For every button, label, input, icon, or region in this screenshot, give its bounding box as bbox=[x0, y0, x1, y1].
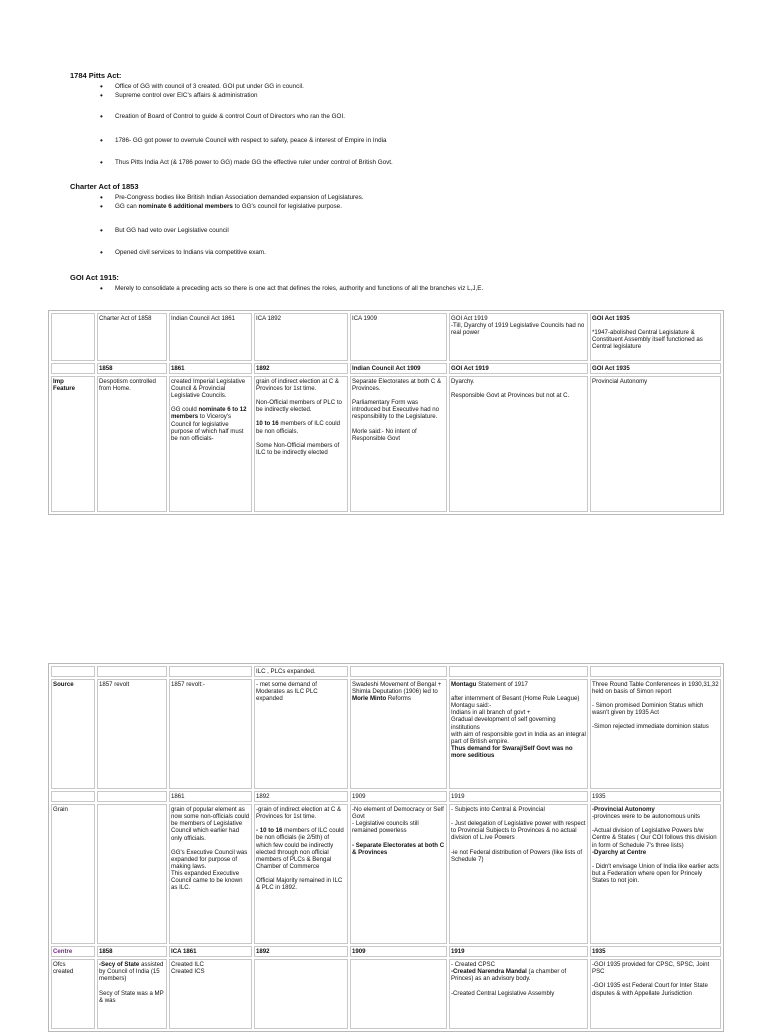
row-label-ofcs-created: Ofcs created bbox=[51, 959, 95, 1029]
table-cell: ICA 1861 bbox=[169, 946, 252, 957]
row-label-imp-feature: Imp Feature bbox=[51, 376, 95, 512]
table-cell: Dyarchy. Responsible Govt at Provinces but not at C. bbox=[449, 376, 588, 512]
list-item: • But GG had veto over Legislative council bbox=[100, 226, 229, 235]
table-cell: ICA 1892 bbox=[254, 313, 348, 361]
table-cell: grain of indirect election at C & Provinces for 1st time. Non-Official members of PLC to be indirectly elected. 10 to 16 members of ILC could be non officials. Some Non-Official members of ILC to be indirectly elected bbox=[254, 376, 348, 512]
table-cell bbox=[350, 666, 447, 677]
row-label-centre: Centre bbox=[51, 946, 95, 957]
table-cell bbox=[449, 666, 588, 677]
table-cell bbox=[97, 666, 167, 677]
list-item: • Pre-Congress bodies like British Indian Association demanded expansion of Legislatures. bbox=[100, 193, 364, 202]
table-cell: 1892 bbox=[254, 363, 348, 374]
row-label-grain: Grain bbox=[51, 804, 95, 944]
table-cell: 1858 bbox=[97, 946, 167, 957]
table-cell bbox=[254, 959, 348, 1029]
table-cell: 1909 bbox=[350, 791, 447, 802]
table-cell: -grain of indirect election at C & Provinces for 1st time. - 10 to 16 members of ILC could be non officials (ie 2/5th) of which few could be indirectly elected through non official members of PLCs & Bengal Chamber of Commerce Official Majority remained in ILC & PLC in 1892. bbox=[254, 804, 348, 944]
table-cell: - Created CPSC -Created Narendra Mandal (a chamber of Princes) as an advisory body. -Created Central Legislative Assembly bbox=[449, 959, 588, 1029]
table-cell: Swadeshi Movement of Bengal + Shimla Deputation (1906) led to Morle Minto Reforms bbox=[350, 679, 447, 789]
table-cell: Created ILC Created ICS bbox=[169, 959, 252, 1029]
table-cell: 1857 revolt bbox=[97, 679, 167, 789]
charter-1853-list bbox=[100, 193, 364, 211]
table-cell: 1909 bbox=[350, 946, 447, 957]
table-cell: 1857 revolt:- bbox=[169, 679, 252, 789]
table-cell: - Subjects into Central & Provincial - Just delegation of Legislative power with respect to Provincial Subjects to Provinces & no actual division of L.ive Powers -ie not Federal distribution of Powers (like lists of Schedule 7) bbox=[449, 804, 588, 944]
pitts-act-list-4 bbox=[100, 158, 393, 167]
table-row bbox=[51, 679, 721, 789]
table-row bbox=[51, 313, 721, 361]
table-cell: -GOI 1935 provided for CPSC, SPSC, Joint PSC -GOI 1935 est Federal Court for Inter State disputes & with Appellate Jurisdiction bbox=[590, 959, 721, 1029]
acts-comparison-table-1 bbox=[48, 310, 724, 515]
table-cell: Three Round Table Conferences in 1930,31,32 held on basis of Simon report - Simon promised Dominion Status which wasn't given by 1935 Act -Simon rejected immediate dominion status bbox=[590, 679, 721, 789]
row-label-source: Source bbox=[51, 679, 95, 789]
table-cell: -No element of Democracy or Self Govt - Legislative councils still remained powerless - Separate Electorates at both C & Provinces bbox=[350, 804, 447, 944]
table-cell bbox=[169, 666, 252, 677]
table-cell: 1861 bbox=[169, 363, 252, 374]
table-cell: 1892 bbox=[254, 946, 348, 957]
table-cell: Indian Council Act 1861 bbox=[169, 313, 252, 361]
table-cell: GOI Act 1935 bbox=[590, 363, 721, 374]
table-cell: Separate Electorates at both C & Provinces. Parliamentary Form was introduced but Executive had no responsibility to the Legislature. Morle said:- No intent of Responsible Govt bbox=[350, 376, 447, 512]
table-cell: Charter Act of 1858 bbox=[97, 313, 167, 361]
table-cell bbox=[51, 666, 95, 677]
table-cell: - met some demand of Moderates as ILC PLC expanded bbox=[254, 679, 348, 789]
list-item: • Supreme control over EIC's affairs & administration bbox=[100, 91, 304, 100]
list-item: • Thus Pitts India Act (& 1786 power to GG) made GG the effective ruler under control of British Govt. bbox=[100, 158, 393, 167]
pitts-act-list bbox=[100, 82, 304, 100]
table-cell: GOI Act 1919 -Till, Dyarchy of 1919 Legislative Councils had no real power bbox=[449, 313, 588, 361]
table-cell: 1919 bbox=[449, 946, 588, 957]
section-title-pitts-act: 1784 Pitts Act: bbox=[70, 71, 122, 80]
table-row bbox=[51, 959, 721, 1029]
table-cell bbox=[97, 804, 167, 944]
section-title-charter-1853: Charter Act of 1853 bbox=[70, 182, 139, 191]
goi-1915-list bbox=[100, 284, 483, 293]
table-row bbox=[51, 376, 721, 512]
table-cell: 1858 bbox=[97, 363, 167, 374]
table-row bbox=[51, 791, 721, 802]
charter-1853-list-3 bbox=[100, 248, 266, 257]
list-item: • 1786- GG got power to overrule Council with respect to safety, peace & interest of Empire in India bbox=[100, 136, 387, 145]
table-cell: GOI Act 1919 bbox=[449, 363, 588, 374]
list-item: • Creation of Board of Control to guide & control Court of Directors who ran the GOI. bbox=[100, 112, 345, 121]
table-row bbox=[51, 666, 721, 677]
table-cell: Indian Council Act 1909 bbox=[350, 363, 447, 374]
table-row bbox=[51, 804, 721, 944]
list-item: • GG can nominate 6 additional members to GG's council for legislative purpose. bbox=[100, 202, 364, 211]
table-cell bbox=[97, 791, 167, 802]
table-cell: Montagu Statement of 1917 after internment of Besant (Home Rule League) Montagu said:- Indians in all branch of govt + Gradual development of self governing institutions with aim of responsible govt in India as an integral part of British empire. Thus demand for Swaraj/Self Govt was no more seditious bbox=[449, 679, 588, 789]
table-cell bbox=[590, 666, 721, 677]
list-item: • Opened civil services to Indians via competitive exam. bbox=[100, 248, 266, 257]
list-item: • Office of GG with council of 3 created. GOI put under GG in council. bbox=[100, 82, 304, 91]
table-cell: 1919 bbox=[449, 791, 588, 802]
table-cell: Provincial Autonomy bbox=[590, 376, 721, 512]
table-cell: -Secy of State assisted by Council of India (15 members) Secy of State was a MP & was bbox=[97, 959, 167, 1029]
table-cell: ICA 1909 bbox=[350, 313, 447, 361]
table-cell bbox=[51, 791, 95, 802]
table-cell: created Imperial Legislative Council & Provincial Legislative Councils. GG could nominate 6 to 12 members to Viceroy's Council for legislative purpose of which half must be non officials- bbox=[169, 376, 252, 512]
table-cell: 1935 bbox=[590, 946, 721, 957]
acts-comparison-table-2 bbox=[48, 663, 724, 1032]
table-row bbox=[51, 946, 721, 957]
section-title-goi-1915: GOI Act 1915: bbox=[70, 273, 119, 282]
table-cell: 1892 bbox=[254, 791, 348, 802]
table-cell bbox=[350, 959, 447, 1029]
table-cell: 1861 bbox=[169, 791, 252, 802]
pitts-act-list-2 bbox=[100, 112, 345, 121]
table-cell: grain of popular element as now some non-officials could be members of Legislative Council which earlier had only officials. GG's Executive Council was expanded for purpose of making laws. This expanded Executive Council came to be known as ILC. bbox=[169, 804, 252, 944]
table-row bbox=[51, 363, 721, 374]
table-cell bbox=[51, 363, 95, 374]
table-cell: 1935 bbox=[590, 791, 721, 802]
charter-1853-list-2 bbox=[100, 226, 229, 235]
table-cell: Despotism controlled from Home. bbox=[97, 376, 167, 512]
table-cell bbox=[51, 313, 95, 361]
table-cell: GOI Act 1935 *1947-abolished Central Legislature & Constituent Assembly itself functioned as Central legislature bbox=[590, 313, 721, 361]
table-cell: -Provincial Autonomy -provinces were to be autonomous units -Actual division of Legislative Powers b/w Centre & States ( Our COI follows this division in form of Schedule 7's three lists) -Dyarchy at Centre - Didn't envisage Union of India like earlier acts but a Federation where open for Princely States to not join. bbox=[590, 804, 721, 944]
table-cell: ILC , PLCs expanded. bbox=[254, 666, 348, 677]
pitts-act-list-3 bbox=[100, 136, 387, 145]
list-item: • Merely to consolidate a preceding acts so there is one act that defines the roles, authority and functions of all the branches viz L,J,E. bbox=[100, 284, 483, 293]
